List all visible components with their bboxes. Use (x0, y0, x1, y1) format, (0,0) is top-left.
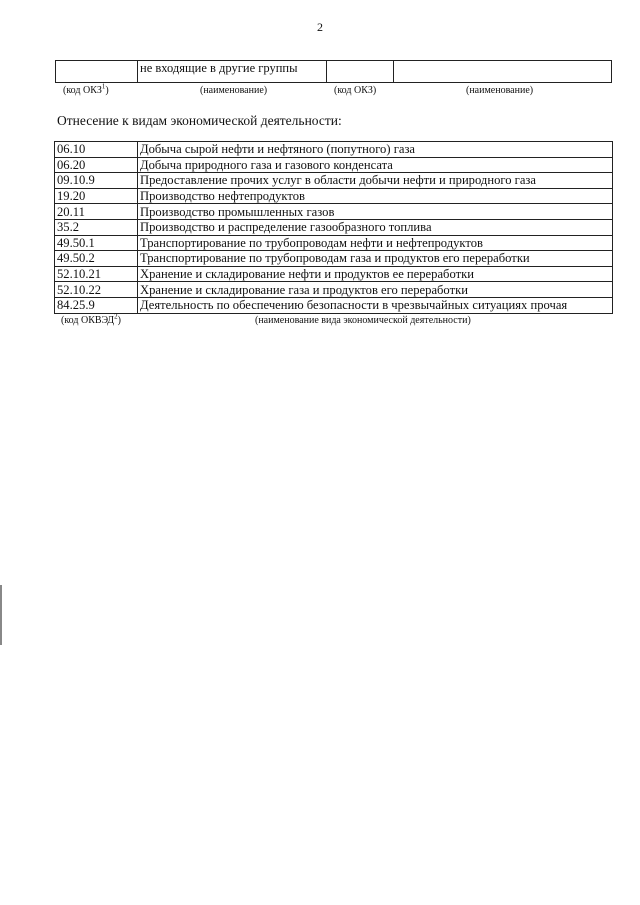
okz-captions (55, 82, 612, 99)
okved-row (55, 204, 613, 220)
okved-captions (54, 312, 613, 329)
okz-code2-cell (327, 61, 394, 83)
okved-name-cell: Производство промышленных газов (138, 204, 613, 220)
okved-code-cell: 06.20 (55, 157, 138, 173)
okved-name-cell: Добыча сырой нефти и нефтяного (попутного) газа (138, 142, 613, 158)
okved-row (55, 282, 613, 298)
okved-code-cell: 84.25.9 (55, 297, 138, 313)
okz-row (56, 61, 612, 83)
okved-code-cell: 52.10.22 (55, 282, 138, 298)
okz-code-cell (56, 61, 138, 83)
okved-name-cell: Транспортирование по трубопроводам нефти и нефтепродуктов (138, 235, 613, 251)
okz-name2-cell (394, 61, 612, 83)
okved-code-caption: (код ОКВЭД$^2$) (61, 312, 121, 326)
okved-code-cell: 35.2 (55, 219, 138, 235)
okved-code-cell: 20.11 (55, 204, 138, 220)
okved-row (55, 157, 613, 173)
okved-row (55, 251, 613, 267)
page-number: 2 (317, 20, 323, 34)
okved-row (55, 219, 613, 235)
okz-code-caption: (код ОКЗ$^1$) (63, 82, 109, 96)
okved-name-cell: Предоставление прочих услуг в области добычи нефти и природного газа (138, 173, 613, 189)
okved-code-cell: 06.10 (55, 142, 138, 158)
okved-name-caption: (наименование вида экономической деятельности) (255, 315, 471, 326)
okved-name-cell: Производство и распределение газообразного топлива (138, 219, 613, 235)
okz-code2-caption: (код ОКЗ) (334, 85, 377, 96)
okved-row (55, 297, 613, 313)
okved-row (55, 188, 613, 204)
okved-name-cell: Хранение и складирование нефти и продуктов ее переработки (138, 266, 613, 282)
okved-row (55, 235, 613, 251)
okved-row (55, 142, 613, 158)
okved-code-cell: 09.10.9 (55, 173, 138, 189)
okved-code-cell: 49.50.1 (55, 235, 138, 251)
scan-edge-mark (0, 585, 2, 645)
okved-name-cell: Транспортирование по трубопроводам газа и продуктов его переработки (138, 251, 613, 267)
okved-row (55, 266, 613, 282)
okved-name-cell: Производство нефтепродуктов (138, 188, 613, 204)
okved-name-cell: Хранение и складирование газа и продуктов его переработки (138, 282, 613, 298)
okved-code-cell: 19.20 (55, 188, 138, 204)
okz-name-cell: не входящие в другие группы (138, 61, 327, 83)
okved-code-cell: 49.50.2 (55, 251, 138, 267)
okz-name-caption: (наименование) (200, 85, 268, 96)
okved-name-cell: Деятельность по обеспечению безопасности в чрезвычайных ситуациях прочая (138, 297, 613, 313)
okved-table (54, 141, 613, 314)
section-heading: Отнесение к видам экономической деятельности: (57, 113, 342, 128)
okved-row (55, 173, 613, 189)
okved-name-cell: Добыча природного газа и газового конденсата (138, 157, 613, 173)
okz-name2-caption: (наименование) (466, 85, 534, 96)
okved-code-cell: 52.10.21 (55, 266, 138, 282)
okz-table (55, 60, 612, 83)
